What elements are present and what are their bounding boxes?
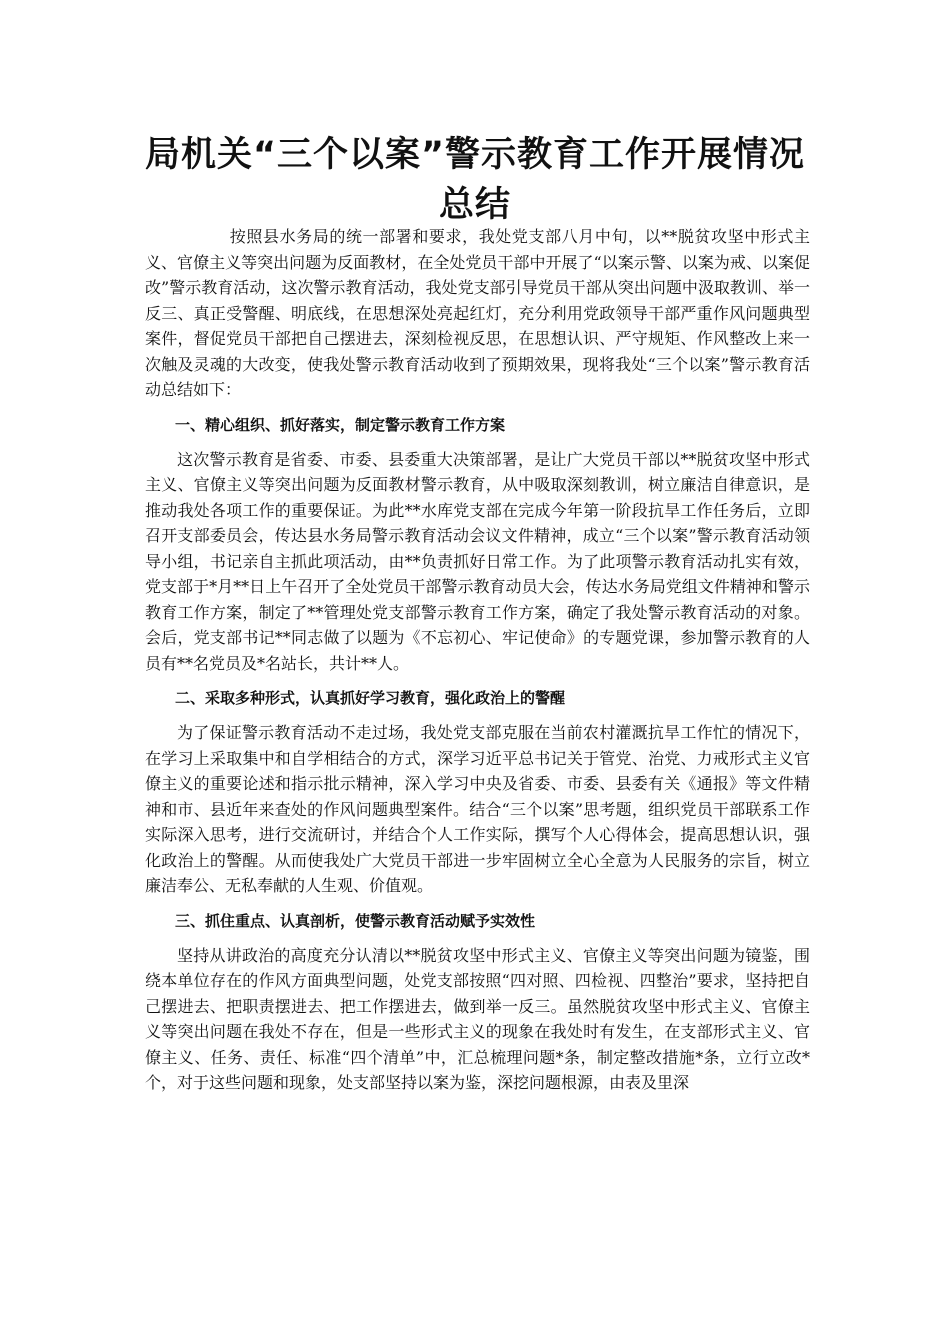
document-title: 局机关“三个以案”警示教育工作开展情况总结 — [144, 135, 805, 225]
intro-paragraph: 按照县水务局的统一部署和要求，我处党支部八月中旬，以**脱贫攻坚中形式主义、官僚主义等突出问题为反面教材，在全处党员干部中开展了“以案示警、以案为戒、以案促改”警示教育活动，这次警示教育活动，我处党支部引导党员干部从突出问题中汲取教训、举一反三、真正受警醒、明底线，在思想深处亮起红灯，充分利用党政领导干部严重作风问题典型案件，督促党员干部把自己摆进去，深刻检视反思，在思想认识、严守规矩、作风整改上来一次触及灵魂的大改变，使我处警示教育活动收到了预期效果，现将我处“三个以案”警示教育活动总结如下： — [145, 227, 810, 399]
section-1-heading: 一、精心组织、抓好落实，制定警示教育工作方案 — [175, 415, 506, 434]
section-2-heading: 二、采取多种形式，认真抓好学习教育，强化政治上的警醒 — [175, 689, 566, 707]
document-body — [145, 224, 810, 1096]
section-3-heading: 三、抓住重点、认真剖析，使警示教育活动赋予实效性 — [175, 911, 536, 930]
section-2-paragraph: 为了保证警示教育活动不走过场，我处党支部克服在当前农村灌溉抗旱工作忙的情况下，在学习上采取集中和自学相结合的方式，深学习近平总书记关于管党、治党、力戒形式主义官僚主义的重要论述和指示批示精神，深入学习中央及省委、市委、县委有关《通报》等文件精神和市、县近年来查处的作风问题典型案件。结合“三个以案”思考题，组织党员干部联系工作实际深入思考，进行交流研讨，并结合个人工作实际，撰写个人心得体会，提高思想认识，强化政治上的警醒。从而使我处广大党员干部进一步牢固树立全心全意为人民服务的宗旨，树立廉洁奉公、无私奉献的人生观、价值观。 — [145, 723, 810, 895]
section-1-paragraph: 这次警示教育是省委、市委、县委重大决策部署，是让广大党员干部以**脱贫攻坚中形式主义、官僚主义等突出问题为反面教材警示教育，从中吸取深刻教训，树立廉洁自律意识，是推动我处各项工作的重要保证。为此**水库党支部在完成今年第一阶段抗旱工作任务后，立即召开支部委员会，传达县水务局警示教育活动会议文件精神，成立“三个以案”警示教育活动领导小组，书记亲自主抓此项活动，由**负责抓好日常工作。为了此项警示教育活动扎实有效，党支部于*月**日上午召开了全处党员干部警示教育动员大会，传达水务局党组文件精神和警示教育工作方案，制定了**管理处党支部警示教育工作方案，确定了我处警示教育活动的对象。会后，党支部书记**同志做了以题为《不忘初心、牢记使命》的专题党课，参加警示教育的人员有**名党员及*名站长，共计**人。 — [145, 449, 810, 673]
section-3-paragraph: 坚持从讲政治的高度充分认清以**脱贫攻坚中形式主义、官僚主义等突出问题为镜鉴，围绕本单位存在的作风方面典型问题，处党支部按照“四对照、四检视、四整治”要求，坚持把自己摆进去、把职责摆进去、把工作摆进去，做到举一反三。虽然脱贫攻坚中形式主义、官僚主义等突出问题在我处不存在，但是一些形式主义的现象在我处时有发生，在支部形式主义、官僚主义、任务、责任、标准“四个清单”中，汇总梳理问题*条，制定整改措施*条，立行立改*个，对于这些问题和现象，处支部坚持以案为鉴，深挖问题根源，由表及里深 — [145, 945, 810, 1092]
